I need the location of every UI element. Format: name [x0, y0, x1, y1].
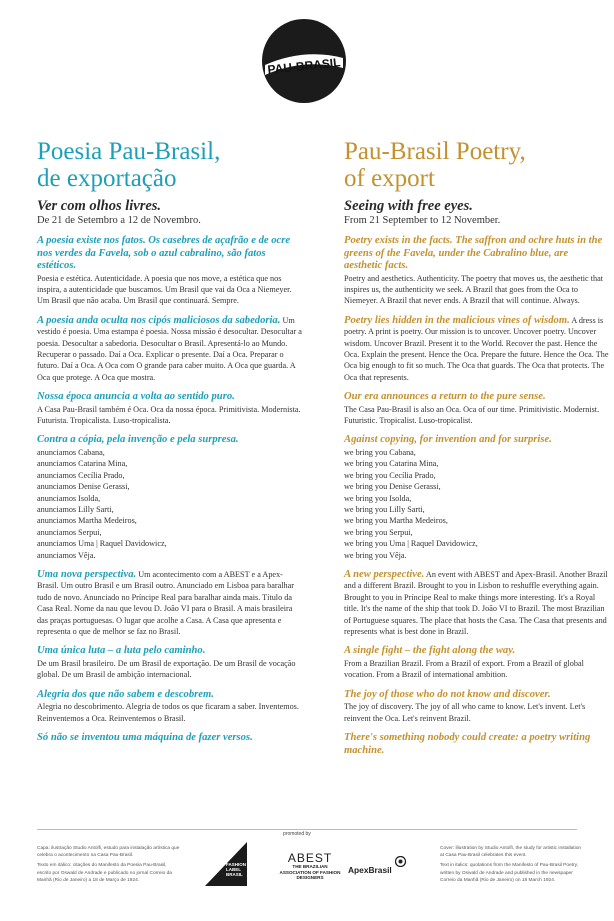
pt-s2-body: Um vestido é poesia. Uma estampa é poesia. Nossa missão é desocultar. Desocultar a poesia. Desocultar a sabedoria. Desocultar o Brasil. Apresentá-lo ao Mundo. Recuperar o passado. Daí a Oca. Explicar o presente. Daí a Oca. Preparar o futuro. Daí a Oca. A Oca com O grande para caber muito. A Oca que guarda. A Oca que protege. A Oca que mostra. — [37, 315, 302, 382]
en-subtitle: Seeing with free eyes. — [344, 198, 473, 214]
en-s5-body: An event with ABEST and Apex-Brasil. Another Brazil and a different Brazil. Brought to you in Lisbon to reshuffle everything again. Brought to you in Príncipe Real to make things more interesting. It's a Royal title. It's the name of the ship that took D. João VI to Brazil. The most Brazilian of Portuguese squares. The place that hosts the Casa. The Casa that presents and represents what is best done in Brazil. — [344, 570, 608, 637]
list-item: anunciamos Catarina Mina, — [37, 459, 128, 469]
en-s4-head: Against copying, for invention and for surprise. — [344, 434, 552, 446]
en-section-6 — [344, 645, 609, 680]
apexbrasil-logo — [348, 860, 418, 878]
english-column — [344, 138, 609, 757]
pt-section-8 — [37, 732, 302, 745]
apexbrasil-icon — [395, 856, 406, 867]
pt-s5-head: Uma nova perspectiva. — [37, 569, 137, 581]
apexbrasil-name: ApexBrasil — [348, 865, 392, 875]
en-title-line2: of export — [344, 165, 435, 192]
list-item: anunciamos Cabana, — [37, 447, 105, 457]
pt-s6-body: De um Brasil brasileiro. De um Brasil de exportação. De um Brasil de vocação global. De um Brasil de ambição internacional. — [37, 658, 296, 680]
en-s2-body: A dress is poetry. A print is poetry. Our mission is to uncover. Uncover poetry. Uncover wisdom. Uncover Brazil. Present it to the World. Recover the past. Hence the Oca. Explain the present. Hence the Oca. Prepare the future. Hence the Oca. The Oca big enough to fit so much. The Oca that guards. The Oca that protects. The Oca that represents. — [344, 315, 609, 382]
pt-s2-head: A poesia anda oculta nos cipós maliciosos da sabedoria. — [37, 314, 281, 326]
en-s2-head: Poetry lies hidden in the malicious vines of wisdom. — [344, 314, 570, 326]
list-item: anunciamos Serpui, — [37, 527, 102, 537]
en-title — [344, 138, 609, 192]
list-item: we bring you Denise Gerassi, — [344, 482, 441, 492]
en-s5-head: A new perspective. — [344, 569, 425, 581]
en-section-2 — [344, 315, 609, 383]
en-section-4 — [344, 434, 609, 561]
en-s6-body: From a Brazilian Brazil. From a Brazil of export. From a Brazil of global vocation. From a Brazil of international ambition. — [344, 658, 584, 680]
en-s3-body: The Casa Pau-Brasil is also an Oca. Oca of our time. Primitivistic. Modernist. Futuristic. Tropicalist. Luso-tropicalist. — [344, 404, 600, 426]
logo-text: PAU-BRASIL — [266, 55, 342, 77]
en-s6-head: A single fight – the fight along the way. — [344, 645, 516, 657]
portuguese-column — [37, 138, 302, 745]
pt-s3-body: A Casa Pau-Brasil também é Oca. Oca da nossa época. Primitivista. Modernista. Futurista. Tropicalista. Luso-tropicalista. — [37, 404, 301, 426]
list-item: anunciamos Isolda, — [37, 493, 101, 503]
footer-divider — [37, 829, 577, 830]
en-dates: From 21 September to 12 November. — [344, 215, 501, 226]
en-section-7 — [344, 689, 609, 724]
pt-s4-head: Contra a cópia, pela invenção e pela surpresa. — [37, 434, 239, 446]
pau-brasil-logo — [261, 18, 347, 104]
pt-s1-head: A poesia existe nos fatos. Os casebres de açafrão e de ocre nos verdes da Favela, sob o azul cabralino, são fatos estéticos. — [37, 235, 291, 271]
footer-note-pt — [37, 845, 182, 884]
list-item: we bring you Uma | Raquel Davidowicz, — [344, 539, 478, 549]
list-item: anunciamos Denise Gerassi, — [37, 482, 130, 492]
abest-logo — [278, 852, 342, 881]
footer-note-pt-2: Texto em itálico: citações do Manifesto da Poesia Pau-Brasil, escrito por Oswald de Andrade e publicado no jornal Correio da Manhã (Rio de Janeiro) a 18 de Março de 1924. — [37, 863, 172, 883]
en-section-1 — [344, 235, 609, 307]
en-s8-head: There's something nobody could create: a poetry writing machine. — [344, 732, 591, 756]
list-item: we bring you Cabana, — [344, 447, 416, 457]
pt-section-1 — [37, 235, 302, 307]
en-section-3 — [344, 391, 609, 426]
promoted-by-label: promoted by — [283, 831, 311, 837]
footer-note-en-2: Text in italics: quotations from the Manifesto of Pau-Brasil Poetry, written by Oswald de Andrade and published in the newspaper Correio da Manhã (Rio de Janeiro) on 18 March 1924. — [440, 863, 579, 883]
list-item: we bring you Lilly Sarti, — [344, 505, 425, 514]
pt-title — [37, 138, 302, 192]
list-item: anunciamos Cecília Prado, — [37, 470, 125, 480]
pt-designer-list — [37, 447, 302, 561]
en-section-8 — [344, 732, 609, 757]
list-item: we bring you Cecília Prado, — [344, 470, 436, 480]
list-item: anunciamos Uma | Raquel Davidowicz, — [37, 539, 167, 549]
list-item: anunciamos Martha Medeiros, — [37, 516, 137, 526]
en-title-line1: Pau-Brasil Poetry, — [344, 138, 526, 165]
pt-s1-body: Poesia e estética. Autenticidade. A poesia que nos move, a estética que nos inspira, a autenticidade que buscamos. Um Brasil que vai da Oca a Niemeyer. Um Brasil que não acaba. Um Brasil que continuará. Sempre. — [37, 273, 292, 306]
list-item: we bring you Isolda, — [344, 493, 412, 503]
pt-s3-head: Nossa época anuncia a volta ao sentido puro. — [37, 391, 235, 403]
en-designer-list — [344, 447, 609, 561]
list-item: we bring you Vêja. — [344, 550, 407, 560]
pt-section-6 — [37, 645, 302, 680]
en-s7-head: The joy of those who do not know and discover. — [344, 688, 551, 700]
en-s3-head: Our era announces a return to the pure sense. — [344, 391, 546, 403]
pt-section-2 — [37, 315, 302, 383]
pt-title-line2: de exportação — [37, 165, 177, 192]
en-s1-body: Poetry and aesthetics. Authenticity. The poetry that moves us, the aesthetic that inspires us, the authenticity we seek. A Brazil that goes from the Oca to Niemeyer. A Brazil that never ends. A Brazil that will continue. Always. — [344, 273, 603, 306]
pt-s7-body: Alegria no descobrimento. Alegria de todos os que ficaram a saber. Inventemos. Reinventemos a Oca. Reinventemos o Brasil. — [37, 702, 299, 723]
list-item: we bring you Serpui, — [344, 527, 413, 537]
abest-name: ABEST — [287, 851, 333, 865]
pt-subtitle: Ver com olhos livres. — [37, 198, 162, 214]
abest-description: THE BRAZILIAN ASSOCIATION OF FASHION DESIGNERS — [279, 864, 341, 881]
footer-note-en-1: Cover: illustration by Studio Antolfi, the study for artistic installation at Casa Pau-Brasil celebrates this event. — [440, 846, 582, 859]
fashion-label-text-1: FASHION — [226, 862, 247, 867]
pt-section-3 — [37, 391, 302, 426]
list-item: we bring you Catarina Mina, — [344, 459, 439, 469]
pt-dates: De 21 de Setembro a 12 de Novembro. — [37, 215, 201, 226]
list-item: anunciamos Vêja. — [37, 550, 96, 560]
footer-note-pt-1: Capa: ilustração Studio Antolfi, estudo para instalação artística que celebra o acontecimento na Casa Pau-Brasil. — [37, 846, 180, 859]
list-item: anunciamos Lilly Sarti, — [37, 505, 114, 514]
pt-section-7 — [37, 689, 302, 724]
footer-note-en — [440, 845, 585, 884]
pt-s8-head: Só não se inventou uma máquina de fazer versos. — [37, 732, 253, 744]
list-item: we bring you Martha Medeiros, — [344, 516, 448, 526]
en-section-5 — [344, 569, 609, 637]
fashion-label-text-2: LABEL — [226, 867, 241, 873]
pt-s7-head: Alegria dos que não sabem e descobrem. — [37, 688, 214, 700]
fashion-label-text-3: BRASIL — [226, 872, 243, 878]
pt-section-4 — [37, 434, 302, 561]
pt-title-line1: Poesia Pau-Brasil, — [37, 138, 221, 165]
en-s7-body: The joy of discovery. The joy of all who came to know. Let's invent. Let's reinvent the Oca. Let's reinvent Brazil. — [344, 702, 586, 723]
pt-s6-head: Uma única luta – a luta pelo caminho. — [37, 645, 206, 657]
pt-s5-body: Um acontecimento com a ABEST e a Apex-Brasil. Um outro Brasil e um Brasil outro. Anunciado em Lisboa para baralhar tudo de novo. Anunciado no Príncipe Real para baralhar ainda mais. Título da Casa Real. Nome da nau que levou D. João VI para o Brasil. A mais brasileira das praças portuguesas. O lugar que acolhe a Casa. A Casa que apresenta e representa o que de melhor se faz no Brasil. — [37, 570, 294, 637]
fashion-label-brasil-logo — [205, 842, 247, 886]
en-s1-head: Poetry exists in the facts. The saffron and ochre huts in the greens of the Favela, under the Cabralino blue, are aesthetic facts. — [344, 235, 603, 271]
pt-section-5 — [37, 569, 302, 637]
